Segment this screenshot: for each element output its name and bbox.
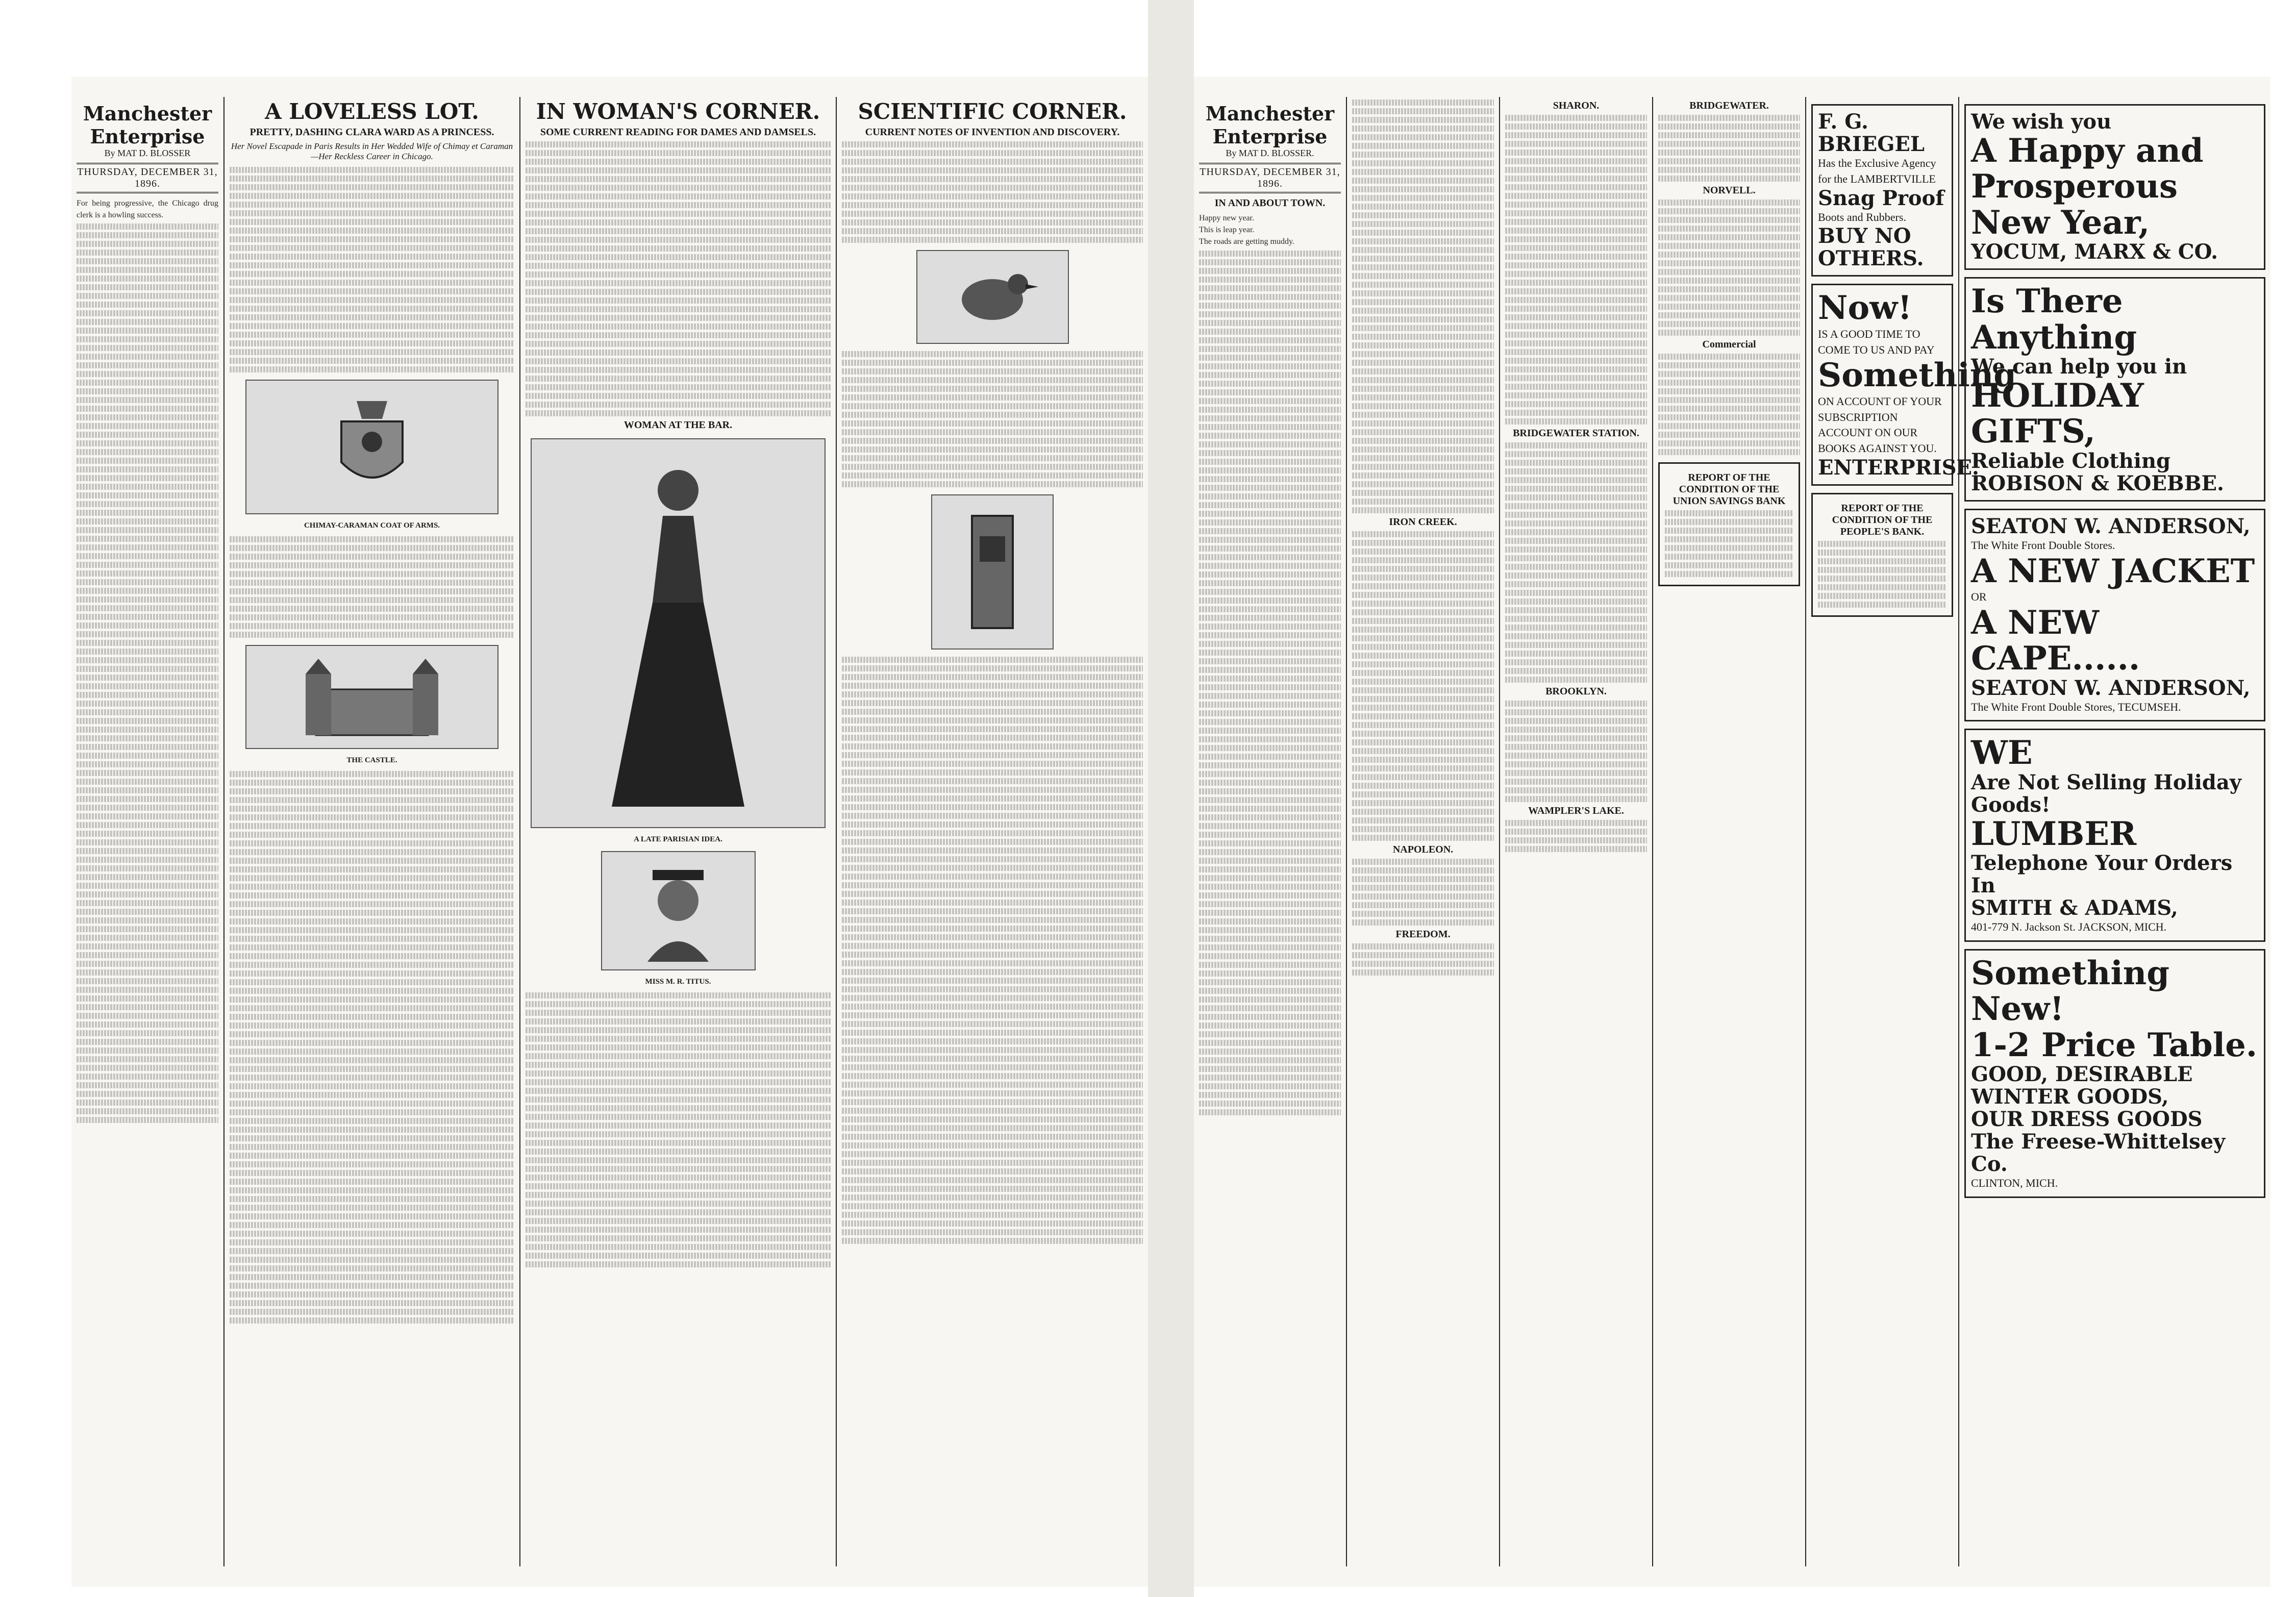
- text-block: [1818, 541, 1946, 608]
- right-column-6-7: [1959, 97, 2270, 1566]
- parisian-caption: A LATE PARISIAN IDEA.: [634, 835, 722, 844]
- text-block: [1505, 701, 1647, 802]
- seaton-ad: [1964, 509, 2265, 722]
- text-block: [1505, 115, 1647, 425]
- yocum-name: YOCUM, MARX & CO.: [1971, 240, 2218, 264]
- dress-goods: OUR DRESS GOODS: [1971, 1107, 2203, 1132]
- left-column-6-7: [837, 97, 1148, 1566]
- sharon-heading: SHARON.: [1553, 100, 1600, 111]
- smith-ad: [1964, 729, 2265, 942]
- robison-ad: [1964, 277, 2265, 502]
- castle-illustration: [245, 645, 498, 749]
- dress-figure-icon: [602, 450, 755, 817]
- woman-at-bar-heading: WOMAN AT THE BAR.: [623, 419, 733, 431]
- bank-report-peoples: [1811, 493, 1953, 617]
- text-block: [1352, 943, 1494, 976]
- bird-icon: [941, 259, 1043, 335]
- smith-loc: 401-779 N. Jackson St. JACKSON, MICH.: [1971, 920, 2167, 934]
- text-block: [1665, 510, 1793, 577]
- help-you: We can help you in: [1971, 354, 2187, 379]
- lot-deck: Her Novel Escapade in Paris Results in Her Wedded Wife of Chimay et Caraman—Her Reckless Career in Chicago.: [231, 141, 513, 162]
- freese-loc: CLINTON, MICH.: [1971, 1177, 2058, 1190]
- dateline: THURSDAY, DECEMBER 31, 1896.: [77, 163, 218, 193]
- something-heading: Something: [1818, 356, 2017, 395]
- right-column-4: [1653, 97, 1806, 1566]
- lot-headline: A LOVELESS LOT.: [265, 99, 479, 124]
- town-headline: IN AND ABOUT TOWN.: [1214, 197, 1326, 209]
- text-block: [842, 657, 1143, 1244]
- text-block: [1658, 199, 1800, 336]
- briegel-sub: Has the Exclusive Agency for the LAMBERTVILLE: [1818, 157, 1936, 185]
- text-block: [1505, 820, 1647, 852]
- arms-caption: CHIMAY-CARAMAN COAT OF ARMS.: [304, 521, 440, 530]
- buy-no-others: BUY NO OTHERS.: [1818, 224, 1924, 271]
- seaton-name-2: SEATON W. ANDERSON,: [1971, 676, 2251, 700]
- now-heading: Now!: [1818, 289, 1912, 328]
- snag-proof-sub: Boots and Rubbers.: [1818, 210, 1906, 223]
- commercial-heading: Commercial: [1702, 339, 1756, 350]
- masthead: Manchester Enterprise: [83, 102, 212, 148]
- byline: By MAT D. BLOSSER: [104, 148, 191, 158]
- holiday-gifts: HOLIDAY GIFTS,: [1971, 376, 2144, 451]
- text-block: [230, 167, 514, 372]
- there-anything: Is There Anything: [1971, 282, 2137, 357]
- price-table: 1-2 Price Table.: [1971, 1026, 2258, 1064]
- briegel-ad: [1811, 104, 1953, 277]
- happy-prosperous: A Happy and Prosperous: [1971, 132, 2204, 206]
- byline: By MAT D. BLOSSER.: [1226, 148, 1314, 158]
- freese-name: The Freese-Whittelsey Co.: [1971, 1130, 2226, 1177]
- text-block: [1352, 531, 1494, 841]
- titus-caption: MISS M. R. TITUS.: [645, 978, 711, 986]
- left-newspaper-page: [71, 77, 1148, 1587]
- crest-icon: [321, 391, 423, 503]
- new-jacket: A NEW JACKET: [1971, 552, 2255, 590]
- bank-report-title: REPORT OF THE CONDITION OF THE PEOPLE'S BANK.: [1832, 502, 1933, 537]
- science-subheadline: CURRENT NOTES OF INVENTION AND DISCOVERY.: [865, 127, 1120, 138]
- now-text: IS A GOOD TIME TO COME TO US AND PAY: [1818, 327, 1935, 356]
- text-block: [1658, 115, 1800, 182]
- device-icon: [957, 506, 1028, 638]
- masthead: Manchester Enterprise: [1205, 102, 1335, 148]
- snag-proof: Snag Proof: [1818, 186, 1944, 210]
- freese-ad: [1964, 949, 2265, 1198]
- brooklyn-heading: BROOKLYN.: [1545, 686, 1607, 697]
- right-column-3: [1500, 97, 1653, 1566]
- text-block: [1352, 859, 1494, 926]
- not-selling: Are Not Selling Holiday Goods!: [1971, 770, 2242, 817]
- text-block: [230, 536, 514, 638]
- device-illustration: [931, 494, 1054, 650]
- parisian-dress-illustration: [531, 438, 826, 828]
- portrait-icon: [637, 860, 719, 962]
- freedom-heading: FREEDOM.: [1395, 929, 1451, 940]
- castle-caption: THE CASTLE.: [346, 756, 397, 765]
- bridgewater-station-heading: BRIDGEWATER STATION.: [1513, 428, 1639, 439]
- winter-goods: GOOD, DESIRABLE WINTER GOODS,: [1971, 1062, 2193, 1109]
- yocum-ad: [1964, 104, 2265, 270]
- left-column-4-5: [520, 97, 837, 1566]
- town-item: This is leap year.: [1199, 226, 1255, 235]
- briegel-name: F. G. BRIEGEL: [1818, 110, 1925, 156]
- castle-icon: [295, 654, 448, 740]
- wamplers-lake-heading: WAMPLER'S LAKE.: [1528, 805, 1624, 816]
- town-item: Happy new year.: [1199, 214, 1254, 222]
- seaton-name: SEATON W. ANDERSON,: [1971, 514, 2251, 538]
- seaton-sub-2: The White Front Double Stores, TECUMSEH.: [1971, 700, 2181, 713]
- coat-of-arms-illustration: [245, 380, 498, 514]
- lot-subheadline: PRETTY, DASHING CLARA WARD AS A PRINCESS.: [249, 127, 494, 138]
- norvell-heading: NORVELL.: [1703, 185, 1756, 196]
- text-block: [842, 351, 1143, 487]
- right-column-2: [1347, 97, 1500, 1566]
- text-block: [526, 992, 831, 1267]
- column-text: For being progressive, the Chicago drug clerk is a howling success.: [77, 199, 218, 220]
- bank-report-title: REPORT OF THE CONDITION OF THE UNION SAVINGS BANK: [1673, 472, 1786, 507]
- new-year: New Year,: [1971, 203, 2150, 242]
- text-block: [1505, 442, 1647, 683]
- seaton-sub: The White Front Double Stores.: [1971, 538, 2115, 552]
- telephone: Telephone Your Orders In: [1971, 851, 2233, 898]
- titus-portrait: [601, 851, 756, 970]
- science-headline: SCIENTIFIC CORNER.: [858, 99, 1127, 124]
- bird-illustration: [916, 250, 1069, 344]
- town-item: The roads are getting muddy.: [1199, 237, 1294, 246]
- left-column-2-3: [224, 97, 520, 1566]
- text-block: [1199, 251, 1341, 1115]
- right-column-1: [1194, 97, 1347, 1566]
- bank-report-union: [1658, 462, 1800, 586]
- wish-you: We wish you: [1971, 110, 2112, 134]
- dateline: THURSDAY, DECEMBER 31, 1896.: [1199, 163, 1341, 193]
- right-newspaper-page: [1194, 77, 2270, 1587]
- text-block: [526, 141, 831, 416]
- left-column-1: [71, 97, 224, 1566]
- we-text: WE: [1971, 734, 2033, 772]
- something-new: Something New!: [1971, 954, 2170, 1029]
- new-cape: A NEW CAPE......: [1971, 603, 2140, 678]
- reliable-clothing: Reliable Clothing: [1971, 448, 2171, 473]
- text-block: [842, 141, 1143, 243]
- robison-name: ROBISON & KOEBBE.: [1971, 471, 2224, 495]
- enterprise-sign: ENTERPRISE.: [1818, 455, 1979, 480]
- napoleon-heading: NAPOLEON.: [1392, 844, 1454, 855]
- text-block: [1352, 99, 1494, 513]
- lumber: LUMBER: [1971, 814, 2137, 853]
- womans-corner-subheadline: SOME CURRENT READING FOR DAMES AND DAMSELS.: [540, 127, 816, 138]
- binding-gutter: [1148, 0, 1194, 1597]
- iron-creek-heading: IRON CREEK.: [1389, 516, 1457, 528]
- text-block: [77, 223, 218, 1123]
- bridgewater-heading: BRIDGEWATER.: [1689, 100, 1769, 111]
- subscription-ad: [1811, 284, 2017, 486]
- subscription-text: ON ACCOUNT OF YOUR SUBSCRIPTION ACCOUNT ON OUR BOOKS AGAINST YOU.: [1818, 394, 1942, 455]
- text-block: [1658, 354, 1800, 455]
- text-block: [230, 771, 514, 1324]
- womans-corner-headline: IN WOMAN'S CORNER.: [536, 99, 820, 124]
- smith-name: SMITH & ADAMS,: [1971, 896, 2178, 920]
- or-text: OR: [1971, 590, 1987, 603]
